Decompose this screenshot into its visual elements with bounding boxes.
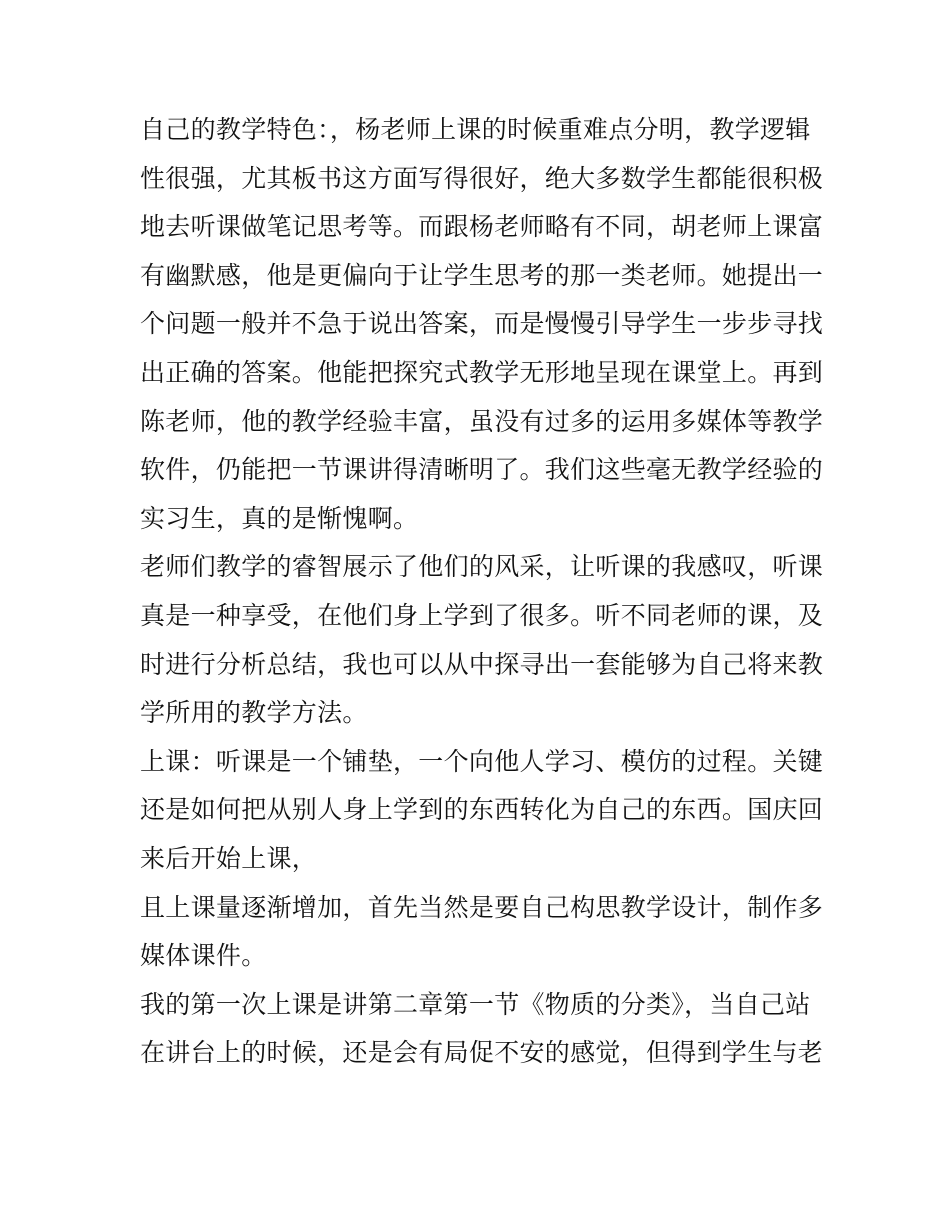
text-line: 老师们教学的睿智展示了他们的风采，让听课的我感叹，听课 bbox=[140, 552, 824, 582]
text-line: 且上课量逐渐增加，首先当然是要自己构思教学设计，制作多 bbox=[140, 892, 824, 922]
text-line: 真是一种享受，在他们身上学到了很多。听不同老师的课，及 bbox=[140, 600, 824, 630]
text-line: 还是如何把从别人身上学到的东西转化为自己的东西。国庆回 bbox=[140, 795, 824, 825]
text-line: 出正确的答案。他能把探究式教学无形地呈现在课堂上。再到 bbox=[140, 357, 824, 387]
text-line: 陈老师，他的教学经验丰富，虽没有过多的运用多媒体等教学 bbox=[140, 406, 824, 436]
text-line: 上课：听课是一个铺垫，一个向他人学习、模仿的过程。关键 bbox=[140, 746, 824, 776]
text-line: 有幽默感，他是更偏向于让学生思考的那一类老师。她提出一 bbox=[140, 260, 824, 290]
text-line: 地去听课做笔记思考等。而跟杨老师略有不同，胡老师上课富 bbox=[140, 212, 824, 242]
text-line: 软件，仍能把一节课讲得清晰明了。我们这些毫无教学经验的 bbox=[140, 455, 824, 485]
text-line: 我的第一次上课是讲第二章第一节《物质的分类》，当自己站 bbox=[140, 989, 811, 1019]
text-line: 时进行分析总结，我也可以从中探寻出一套能够为自己将来教 bbox=[140, 649, 824, 679]
text-line: 自己的教学特色：，杨老师上课的时候重难点分明，教学逻辑 bbox=[140, 115, 811, 144]
text-line: 学所用的教学方法。 bbox=[140, 698, 368, 728]
text-line: 性很强，尤其板书这方面写得很好，绝大多数学生都能很积极 bbox=[140, 163, 824, 193]
text-line: 个问题一般并不急于说出答案，而是慢慢引导学生一步步寻找 bbox=[140, 309, 824, 339]
text-line: 在讲台上的时候，还是会有局促不安的感觉，但得到学生与老 bbox=[140, 1038, 824, 1068]
body-text bbox=[140, 106, 824, 1078]
text-line: 来后开始上课， bbox=[140, 843, 318, 873]
text-line: 媒体课件。 bbox=[140, 941, 267, 971]
text-line: 实习生，真的是惭愧啊。 bbox=[140, 503, 419, 533]
